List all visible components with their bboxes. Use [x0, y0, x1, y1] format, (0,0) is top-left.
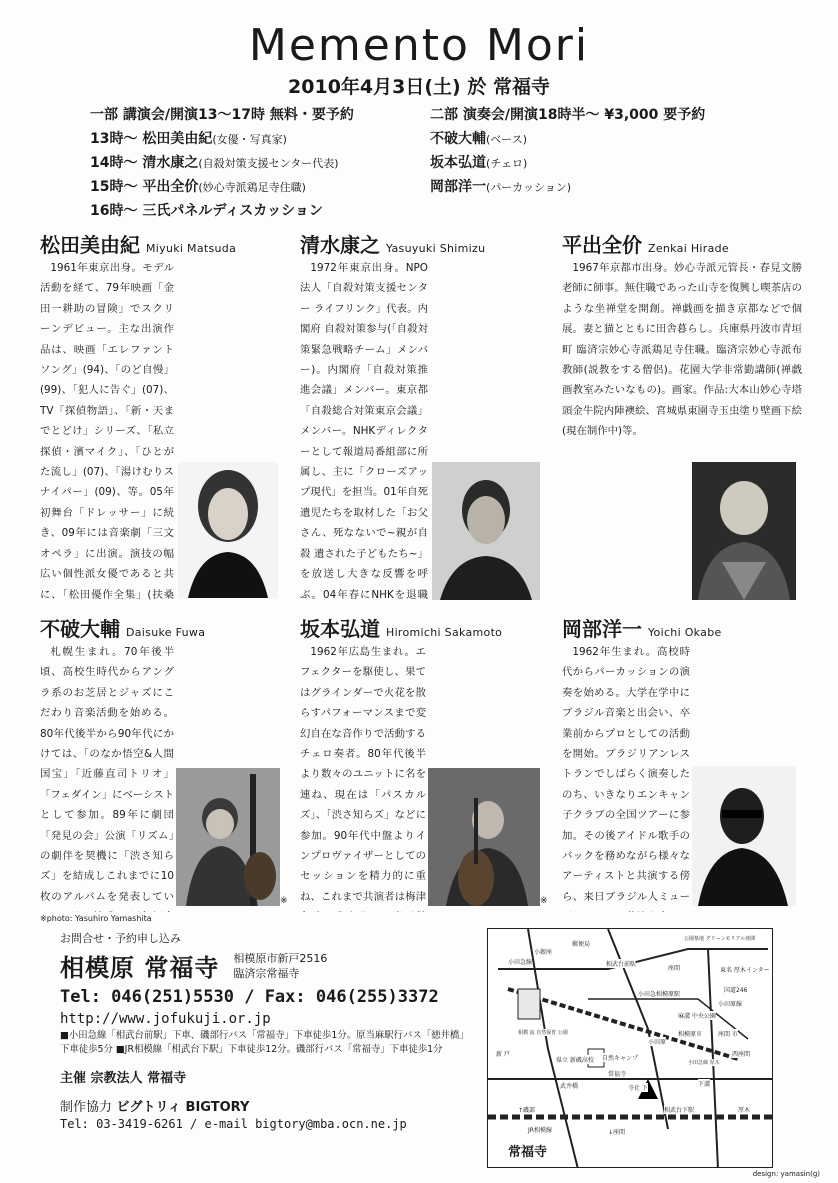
- map-label: 相武台前駅: [606, 961, 637, 968]
- part2-item: 岡部洋一(パーカッション): [430, 179, 572, 195]
- organizer: 主催 宗教法人 常福寺: [60, 1071, 187, 1086]
- photo-float: [426, 765, 540, 908]
- map-label: 常福寺: [608, 1071, 627, 1078]
- temple-row: [60, 948, 480, 983]
- part1-item: 14時～ 清水康之(自殺対策支援センター代表): [90, 155, 339, 171]
- photo-float: [174, 765, 280, 908]
- part1-item: 13時～ 松田美由紀(女優・写真家): [90, 131, 287, 147]
- map-label: ↑磯部: [518, 1107, 536, 1114]
- part2-item: 不破大輔(ベース): [430, 131, 528, 147]
- bio-fuwa: 札幌生まれ。70年後半頃、高校生時代からアングラ系のお芝居とジャズにこだわり音楽活動を始める。80年代後半から90年代にかけては、「のなか悟空&人間国宝」「近藤直司トリオ」「フェダイン」にベーシストとして参加。89年に劇団「発見の会」公演「リズム」の劇伴を契機に「渋さ知らズ」を結成しこれまでに10枚のアルバムを発表してい: [40, 642, 280, 912]
- map-label: 西座間: [732, 1051, 751, 1058]
- map-label: ↓座間: [608, 1129, 626, 1136]
- map-temple-label: 常福寺: [508, 1145, 548, 1160]
- map-label: 小田急線 厚木: [688, 1060, 720, 1066]
- contact-label: お問合せ・予約申し込み: [60, 932, 181, 945]
- map-label: 相武台下駅: [664, 1107, 695, 1114]
- profile-name-fuwa: 不破大輔 Daisuke Fuwa: [40, 617, 206, 641]
- map-label: 下溝: [698, 1081, 711, 1088]
- map-label: 国道246: [724, 987, 748, 994]
- profile-name-shimizu: 清水康之 Yasuyuki Shimizu: [300, 233, 486, 257]
- map-label: 寺社 下: [628, 1085, 648, 1092]
- map-label: 郵便局: [572, 941, 591, 948]
- contact-block: [60, 930, 480, 1131]
- temple-name: 相模原 常福寺: [60, 954, 220, 982]
- map-label: 武井橋: [560, 1083, 579, 1090]
- cooperation: 制作協力 ビグトリィ BIGTORY: [60, 1100, 250, 1115]
- map-label: 座間 市: [718, 1031, 738, 1038]
- map-label: 県立 新磯高校: [556, 1057, 594, 1064]
- map-label: 新 戸: [496, 1051, 510, 1058]
- bio-okabe: 1962年生まれ。高校時代からパーカッションの演奏を始める。大学在学中にブラジル音楽と出会い、卒業前からプロとしての活動を開始。ブラジリアンレストランでしばらく演奏したのち、いきなりエンキャン子クラブの全国ツアーに参加。その後アイドル歌手のバックを務めながら様々なアーティストと共演する傍ら、来日ブラジル人ミュー: [562, 642, 796, 912]
- program-part1: [90, 103, 354, 223]
- contact-tel: Tel: 046(251)5530 / Fax: 046(255)3372: [60, 987, 439, 1007]
- event-date: 2010年4月3日(土) 於 常福寺: [288, 76, 550, 98]
- map-label: 公園墓地 グリーンモリアル座間: [684, 936, 756, 942]
- design-credit: design: yamasin(g): [752, 1170, 820, 1178]
- part1-item: 16時～ 三氏パネルディスカッション: [90, 203, 323, 219]
- map-label: JR相模線: [528, 1127, 552, 1134]
- map-label: 座間: [668, 965, 681, 972]
- photo-credit: ※photo: Yasuhiro Yamashita: [40, 914, 152, 923]
- photo-mark: ※: [280, 896, 288, 906]
- photo-float: [690, 765, 796, 908]
- contact-url[interactable]: http://www.jofukuji.or.jp: [60, 1011, 271, 1027]
- part1-item: 15時～ 平出全价(妙心寺派鶏足寺住職): [90, 179, 306, 195]
- map-label: 小銀座: [534, 949, 553, 956]
- map-label: 自然キャンプ: [602, 1055, 639, 1062]
- map-label: 小田急線: [508, 959, 533, 966]
- bio-sakamoto: 1962年広島生まれ。エフェクターを駆使し、果てはグラインダーで火花を散らすパフォーマンスまで変幻自在な音作りで活動するチェロ奏者。80年代後半より数々のユニットに名を連ね、現在は「パスカルズ」、「渋さ知らズ」などに参加。90年代中盤よりインプロヴァイザーとしてのセッションを精力的に重ね、これまで共演者は梅津: [300, 642, 540, 912]
- photo-mark: ※: [540, 896, 548, 906]
- part1-heading: 一部 講演会/開演13～17時 無料・要予約: [90, 107, 354, 123]
- coop-contact: Tel: 03-3419-6261 / e-mail bigtory@mba.ocn.ne.jp: [60, 1117, 407, 1131]
- photo-hirade: [692, 462, 796, 600]
- access-info: ■小田急線「相武台前駅」下車、磯部行バス「常福寺」下車徒歩1分。原当麻駅行バス「徳井橋」下車徒歩5分 ■JR相模線「相武台下駅」下車徒歩12分。磯部行バス「常福寺」下車徒歩1分: [60, 1030, 469, 1055]
- profile-name-sakamoto: 坂本弘道 Hiromichi Sakamoto: [300, 617, 503, 641]
- map-label: 相模原市: [678, 1031, 703, 1038]
- map-label: 小田原: [648, 1039, 667, 1046]
- profile-name-okabe: 岡部洋一 Yoichi Okabe: [562, 617, 722, 641]
- temple-address: 相模原市新戸2516 臨済宗常福寺: [233, 951, 328, 980]
- map-label: 東名 厚木インター: [720, 967, 770, 974]
- photo-float: [174, 462, 278, 606]
- profile-name-matsuda: 松田美由紀 Miyuki Matsuda: [40, 233, 237, 257]
- bio-shimizu: 1972年東京出身。NPO法人「自殺対策支援センター ライフリンク」代表。内閣府 自殺対策参与(「自殺対策緊急戦略チーム」メンバー)。内閣府「自殺対策推進会議」メンバー。東京都「自殺総合対策東京会議」メンバー。NHKディレクターとして報道局番組部に所属し、主に「クローズアップ現代」を担当。01年自死遺児たちを取材した「お父さん、死なないで~親が自殺 遺された子どもたち~」を放送し大きな反響を呼ぶ。04年春にNHKを退職: [300, 258, 540, 606]
- part2-heading: 二部 演奏会/開演18時半～ ¥3,000 要予約: [430, 107, 706, 123]
- access-map: [487, 928, 773, 1168]
- program-part2: [430, 103, 705, 199]
- bio-matsuda: 1961年東京出身。モデル活動を経て、79年映画「金田一耕助の冒険」でスクリーンデビュー。主な出演作品は、映画「エレファントソング」(94)、「のど自慢」(99)、「犯人に告ぐ」(07)、TV「探偵物語」、「新・天までとどけ」シリーズ、「私立探偵・濱マイク」、「ひとがた流し」(07)、「湯けむりスナイパー」(09)、等。05年初舞台「ドレッサー」に続き、09年には音楽劇「三文オペラ」に出演。演技の幅広い個性派女優であると共に、「松田優作全集」(扶桑: [40, 258, 278, 606]
- map-label: 厚木: [738, 1107, 751, 1114]
- bio-hirade: 1967年京都市出身。妙心寺派元管長・春見文勝老師に師事。無住職であった山寺を復興し喫茶店のような坐禅堂を開創。禅戯画を描き京都などで個展。妻と猫とともに田舎暮らし。兵庫県丹波市青垣町 臨済宗妙心寺派鶏足寺住職。臨済宗妙心寺派布教師(説教をする僧侶)。花園大学非常勤講師(禅戯画教室みたいなもの)。画家。作品:大本山妙心寺塔頭金牛院内陣襖絵、宮城県東園寺玉虫塗り壁画下絵(現在制作中)等。: [562, 262, 802, 438]
- map-label: 小田急相模原駅: [638, 991, 681, 998]
- part2-item: 坂本弘道(チェロ): [430, 155, 528, 171]
- profile-name-hirade: 平出全价 Zenkai Hirade: [562, 233, 729, 257]
- map-label: 相模 流 自然保育 公園: [518, 1030, 568, 1036]
- photo-float: [428, 462, 540, 606]
- map-label: 麻溝 中央公園: [678, 1013, 716, 1020]
- event-title: Memento Mori: [248, 20, 590, 71]
- map-label: 小田原線: [718, 1001, 743, 1008]
